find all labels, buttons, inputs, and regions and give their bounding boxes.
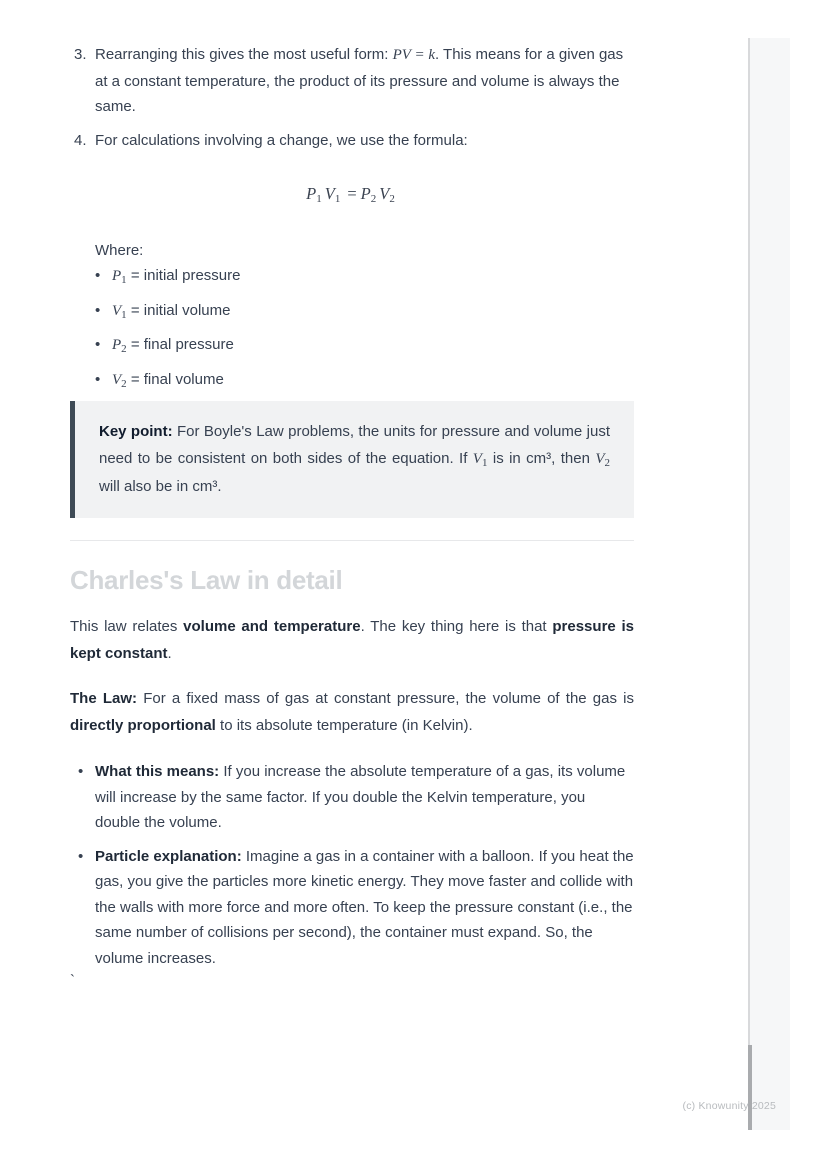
bullet-dot: • — [78, 763, 84, 780]
copyright-footer: (c) Knowunity 2025 — [682, 1100, 776, 1112]
list-item: • Particle explanation: Imagine a gas in a container with a balloon. If you heat the gas, you give the particles more kinetic energy. They move faster and collide with the walls with more force and more often. To keep the pressure constant (i.e., the same number of collisions per second), the container must expand. So, the volume increases. — [95, 844, 634, 972]
section-heading: Charles's Law in detail — [70, 565, 343, 595]
scrollbar-thumb[interactable] — [748, 1045, 752, 1130]
paragraph: This law relates volume and temperature. The key thing here is that pressure is kept constant. — [70, 618, 635, 662]
variable-definitions-list — [70, 263, 634, 393]
bullet-dot: • — [95, 336, 101, 353]
paragraph: The Law: For a fixed mass of gas at constant pressure, the volume of the gas is directly proportional to its absolute temperature (in Kelvin). — [70, 690, 634, 734]
list-item: • $P_1$ = initial pressure — [95, 263, 634, 290]
bullet-dot: • — [95, 267, 101, 284]
callout-label: Key point: — [99, 423, 173, 440]
list-item-text: Rearranging this gives the most useful form: PV = k. This means for a given gas at a constant temperature, the product of its pressure and volume is always the same. — [95, 46, 624, 115]
list-item: • $P_2$ = final pressure — [95, 332, 634, 359]
section-divider — [70, 540, 634, 541]
list-item: • $V_1$ = initial volume — [95, 298, 634, 325]
document-content — [70, 42, 634, 979]
scrollbar-track[interactable] — [748, 38, 790, 1130]
inline-math: PV = k — [392, 47, 435, 63]
list-number: 3. — [74, 46, 87, 63]
ordered-list-item-4 — [70, 128, 634, 154]
ordered-list-item-3 — [70, 42, 634, 120]
where-label: Where: — [95, 241, 144, 259]
bullet-dot: • — [95, 370, 101, 388]
stray-character: ` — [70, 972, 75, 989]
equation-p1v1-p2v2: $P_1$ $V_1 = P_2$ $V_2$ — [306, 184, 395, 205]
list-item-text: For calculations involving a change, we use the formula: — [95, 131, 468, 149]
key-point-callout: Key point: For Boyle's Law problems, the units for pressure and volume just need to be consistent on both sides of the equation. If $V_1$ is in cm³, then $V_2$ will also be in cm³. — [70, 401, 634, 518]
bullet-dot: • — [78, 847, 84, 865]
list-item: • What this means: If you increase the absolute temperature of a gas, its volume will increase by the same factor. If you double the Kelvin temperature, you double the volume. — [95, 759, 634, 836]
charles-bullet-list — [70, 759, 634, 971]
list-item: • $V_2$ = final volume — [95, 367, 634, 394]
bullet-dot: • — [95, 301, 101, 319]
list-number: 4. — [74, 131, 87, 149]
